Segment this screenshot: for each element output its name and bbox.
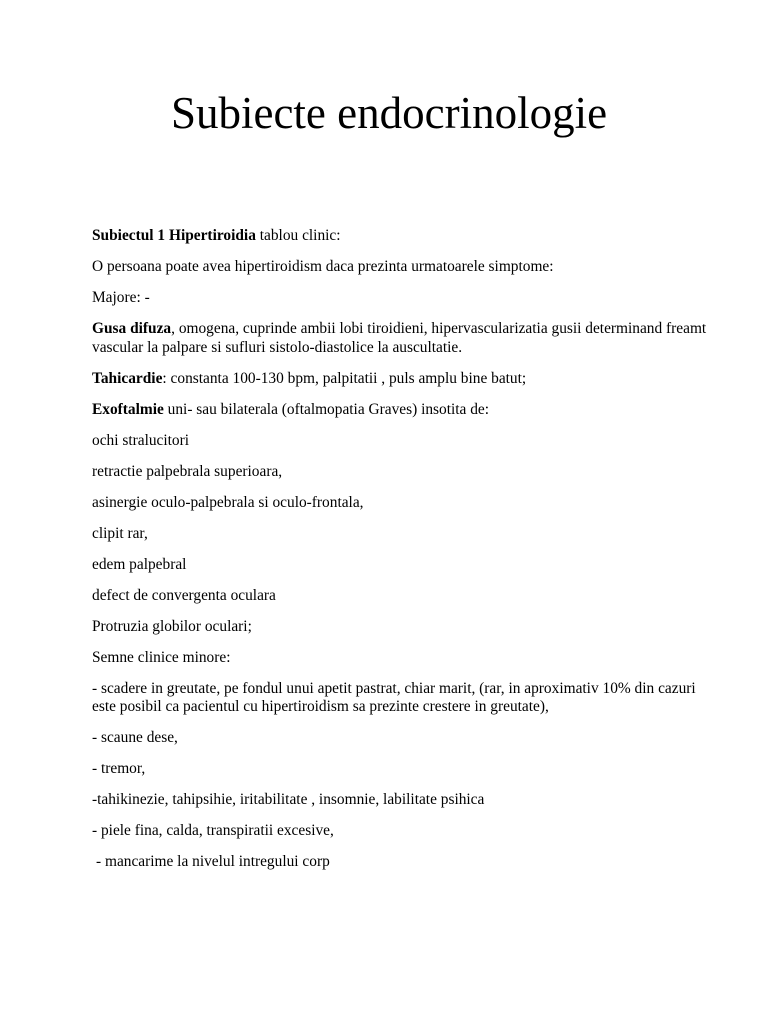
paragraph-bold-lead: Subiectul 1 Hipertiroidia (92, 227, 256, 244)
paragraph-text: uni- sau bilaterala (oftalmopatia Graves) insotita de: (163, 400, 490, 418)
paragraph-bold-lead: Exoftalmie (92, 400, 164, 418)
paragraph (92, 370, 712, 389)
paragraph-text: : constanta 100-130 bpm, palpitatii , puls amplu bine batut; (162, 369, 527, 387)
paragraph-text: Protruzia globilor oculari; (92, 617, 252, 635)
document-title: Subiecte endocrinologie (170, 88, 608, 138)
document-body (92, 227, 712, 884)
paragraph (92, 432, 712, 451)
paragraph-text: defect de convergenta oculara (92, 586, 276, 604)
paragraph (92, 289, 712, 308)
paragraph (92, 853, 712, 872)
paragraph (92, 320, 712, 357)
paragraph (92, 760, 712, 779)
paragraph-text: clipit rar, (92, 524, 148, 542)
paragraph-text: Majore: - (92, 289, 150, 306)
paragraph-text: retractie palpebrala superioara, (92, 462, 283, 480)
paragraph (92, 680, 712, 717)
paragraph (92, 227, 712, 246)
paragraph (92, 494, 712, 513)
paragraph-text: ochi stralucitori (92, 431, 190, 449)
paragraph-text: - mancarime la nivelul intregului corp (96, 853, 330, 870)
paragraph-text: tablou clinic: (255, 227, 341, 244)
paragraph (92, 649, 712, 668)
paragraph (92, 822, 712, 841)
paragraph-text: - scaune dese, (92, 729, 178, 746)
paragraph-text: O persoana poate avea hipertiroidism daca prezinta urmatoarele simptome: (92, 258, 554, 275)
paragraph-text: -tahikinezie, tahipsihie, iritabilitate , insomnie, labilitate psihica (92, 791, 485, 808)
paragraph-text: - tremor, (92, 760, 146, 777)
paragraph-text: , omogena, cuprinde ambii lobi tiroidieni, hipervascularizatia gusii determinand freamt vascular la palpare si sufluri sistolo-diastolice la auscultatie. (92, 320, 707, 356)
paragraph (92, 258, 712, 277)
paragraph (92, 401, 712, 420)
paragraph-bold-lead: Tahicardie (92, 369, 163, 387)
paragraph-text: edem palpebral (92, 555, 187, 573)
paragraph (92, 618, 712, 637)
paragraph-text: Semne clinice minore: (92, 648, 231, 666)
paragraph (92, 556, 712, 575)
paragraph (92, 791, 712, 810)
paragraph (92, 525, 712, 544)
paragraph-bold-lead: Gusa difuza (92, 320, 172, 337)
paragraph-text: - piele fina, calda, transpiratii excesive, (92, 822, 334, 839)
paragraph (92, 463, 712, 482)
paragraph-text: - scadere in greutate, pe fondul unui apetit pastrat, chiar marit, (rar, in aproximativ 10% din cazuri este posibil ca pacientul cu hipertiroidism sa prezinte crestere in greutate), (92, 679, 696, 715)
paragraph (92, 587, 712, 606)
paragraph (92, 729, 712, 748)
paragraph-text: asinergie oculo-palpebrala si oculo-frontala, (92, 493, 364, 511)
